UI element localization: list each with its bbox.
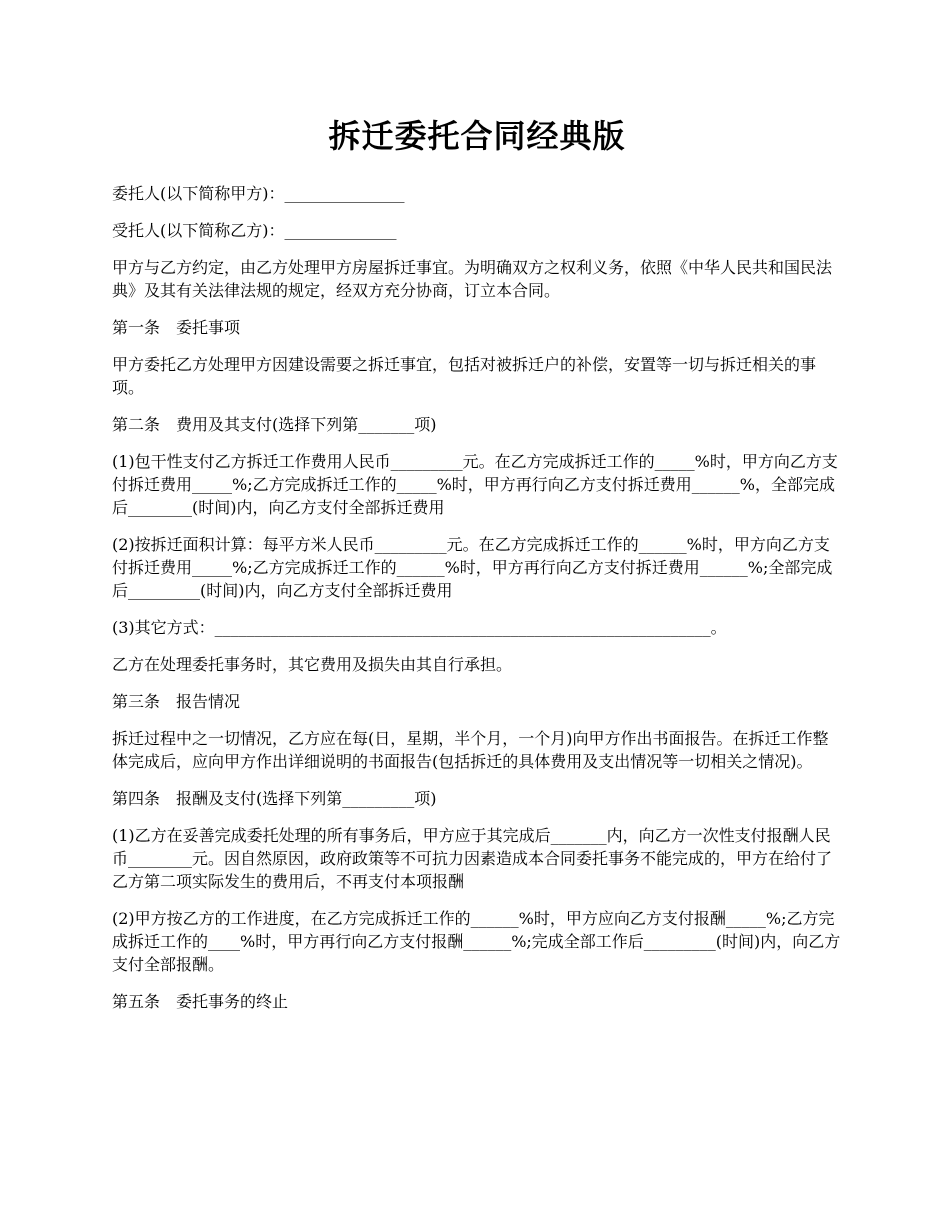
article-5-heading: 第五条 委托事务的终止 <box>112 992 289 1011</box>
party-b-line: 受托人(以下简称乙方)：______________ <box>112 221 397 240</box>
article-4-option-2: (2)甲方按乙方的工作进度，在乙方完成拆迁工作的______%时，甲方应向乙方支付报酬_____%;乙方完成拆迁工作的____%时，甲方再行向乙方支付报酬______%;完成全部工作后_________(时间)内，向乙方支付全部报酬。 <box>112 909 841 974</box>
article-2-option-2: (2)按拆迁面积计算：每平方米人民币_________元。在乙方完成拆迁工作的______%时，甲方向乙方支付拆迁费用_____%;乙方完成拆迁工作的______%时，甲方再行向乙方支付拆迁费用______%;全部完成后_________(时间)内，向乙方支付全部拆迁费用 <box>112 535 833 600</box>
document-page <box>112 112 842 1027</box>
article-3-body: 拆迁过程中之一切情况，乙方应在每(日，星期，半个月，一个月)向甲方作出书面报告。在拆迁工作整体完成后，应向甲方作出详细说明的书面报告(包括拆迁的具体费用及支出情况等一切相关之情况)。 <box>112 729 829 771</box>
document-title: 拆迁委托合同经典版 <box>328 117 626 155</box>
article-4-heading: 第四条 报酬及支付(选择下列第_________项) <box>112 789 437 808</box>
article-2-option-1: (1)包干性支付乙方拆迁工作费用人民币_________元。在乙方完成拆迁工作的_____%时，甲方向乙方支付拆迁费用_____%;乙方完成拆迁工作的_____%时，甲方再行向乙方支付拆迁费用______%，全部完成后________(时间)内，向乙方支付全部拆迁费用 <box>112 452 838 517</box>
article-3-heading: 第三条 报告情况 <box>112 692 241 711</box>
article-2-note: 乙方在处理委托事务时，其它费用及损失由其自行承担。 <box>112 655 513 674</box>
article-1-body: 甲方委托乙方处理甲方因建设需要之拆迁事宜，包括对被拆迁户的补偿，安置等一切与拆迁相关的事项。 <box>112 355 817 397</box>
preamble-paragraph: 甲方与乙方约定，由乙方处理甲方房屋拆迁事宜。为明确双方之权利义务，依照《中华人民共和国民法典》及其有关法律法规的规定，经双方充分协商，订立本合同。 <box>112 258 833 300</box>
article-2-option-3: (3)其它方式：______________________________________________________________。 <box>112 618 727 637</box>
article-2-heading: 第二条 费用及其支付(选择下列第_______项) <box>112 415 437 434</box>
article-4-option-1: (1)乙方在妥善完成委托处理的所有事务后，甲方应于其完成后_______内，向乙方一次性支付报酬人民币________元。因自然原因，政府政策等不可抗力因素造成本合同委托事务不能完成的，甲方在给付了乙方第二项实际发生的费用后，不再支付本项报酬 <box>112 826 833 891</box>
party-a-line: 委托人(以下简称甲方)：_______________ <box>112 184 405 203</box>
article-1-heading: 第一条 委托事项 <box>112 318 241 337</box>
